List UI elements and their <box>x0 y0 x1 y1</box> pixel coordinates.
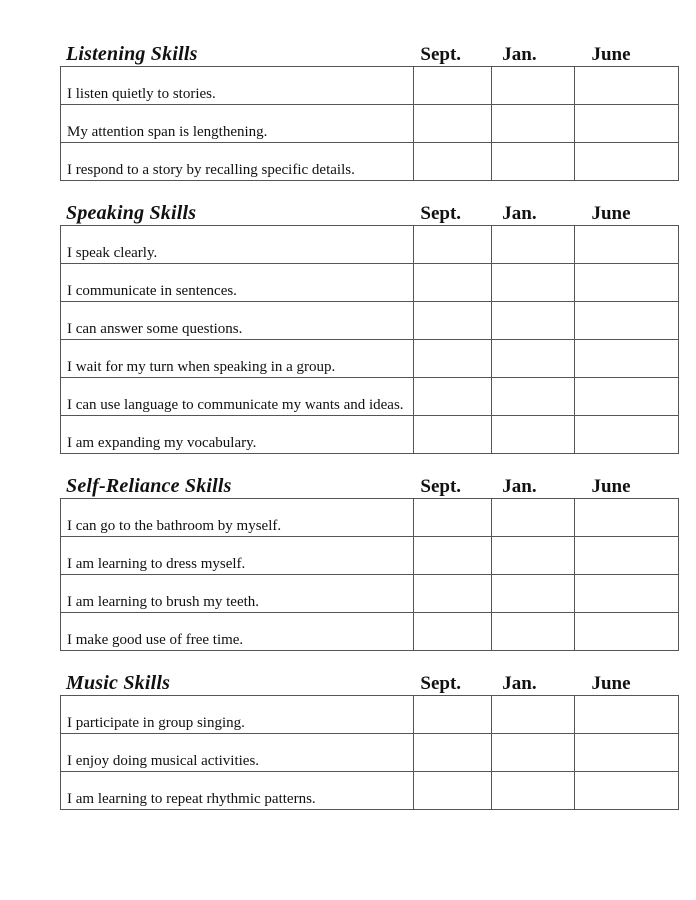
skills-table <box>60 66 679 181</box>
section-title: Self-Reliance Skills <box>66 475 232 497</box>
section-listening-skills <box>60 40 662 181</box>
skill-text: I am learning to dress myself. <box>61 537 414 575</box>
jan-checkbox-cell[interactable] <box>492 772 575 810</box>
sept-checkbox-cell[interactable] <box>414 340 492 378</box>
skills-table <box>60 225 679 454</box>
table-row <box>61 67 679 105</box>
skill-text: I listen quietly to stories. <box>61 67 414 105</box>
june-checkbox-cell[interactable] <box>575 226 679 264</box>
jan-checkbox-cell[interactable] <box>492 340 575 378</box>
june-checkbox-cell[interactable] <box>575 772 679 810</box>
june-checkbox-cell[interactable] <box>575 734 679 772</box>
section-header <box>60 472 662 498</box>
june-checkbox-cell[interactable] <box>575 302 679 340</box>
jan-checkbox-cell[interactable] <box>492 67 575 105</box>
month-header-jan: Jan. <box>502 476 537 497</box>
skill-text: I can answer some questions. <box>61 302 414 340</box>
month-header-jan: Jan. <box>502 673 537 694</box>
month-header-sept: Sept. <box>420 673 462 694</box>
jan-checkbox-cell[interactable] <box>492 302 575 340</box>
sept-checkbox-cell[interactable] <box>414 734 492 772</box>
table-row <box>61 499 679 537</box>
june-checkbox-cell[interactable] <box>575 613 679 651</box>
jan-checkbox-cell[interactable] <box>492 575 575 613</box>
month-header-sept: Sept. <box>420 476 462 497</box>
month-header-june: June <box>591 673 631 694</box>
table-row <box>61 105 679 143</box>
table-row <box>61 378 679 416</box>
sept-checkbox-cell[interactable] <box>414 416 492 454</box>
june-checkbox-cell[interactable] <box>575 264 679 302</box>
table-row <box>61 734 679 772</box>
month-header-jan: Jan. <box>502 44 537 65</box>
month-header-jan: Jan. <box>502 203 537 224</box>
table-row <box>61 143 679 181</box>
sept-checkbox-cell[interactable] <box>414 499 492 537</box>
section-self-reliance-skills <box>60 472 662 651</box>
jan-checkbox-cell[interactable] <box>492 499 575 537</box>
sept-checkbox-cell[interactable] <box>414 575 492 613</box>
jan-checkbox-cell[interactable] <box>492 226 575 264</box>
skill-text: I speak clearly. <box>61 226 414 264</box>
table-row <box>61 340 679 378</box>
sept-checkbox-cell[interactable] <box>414 105 492 143</box>
month-header-june: June <box>591 44 631 65</box>
june-checkbox-cell[interactable] <box>575 537 679 575</box>
section-title: Music Skills <box>66 672 171 694</box>
june-checkbox-cell[interactable] <box>575 696 679 734</box>
skill-text: I can go to the bathroom by myself. <box>61 499 414 537</box>
june-checkbox-cell[interactable] <box>575 416 679 454</box>
section-music-skills <box>60 669 662 810</box>
june-checkbox-cell[interactable] <box>575 143 679 181</box>
sept-checkbox-cell[interactable] <box>414 613 492 651</box>
table-row <box>61 575 679 613</box>
month-header-june: June <box>591 476 631 497</box>
jan-checkbox-cell[interactable] <box>492 416 575 454</box>
table-row <box>61 537 679 575</box>
sept-checkbox-cell[interactable] <box>414 537 492 575</box>
month-header-sept: Sept. <box>420 44 462 65</box>
section-header <box>60 199 662 225</box>
jan-checkbox-cell[interactable] <box>492 378 575 416</box>
table-row <box>61 302 679 340</box>
section-header <box>60 669 662 695</box>
skill-text: My attention span is lengthening. <box>61 105 414 143</box>
table-row <box>61 416 679 454</box>
jan-checkbox-cell[interactable] <box>492 734 575 772</box>
sept-checkbox-cell[interactable] <box>414 264 492 302</box>
section-title: Speaking Skills <box>66 202 197 224</box>
june-checkbox-cell[interactable] <box>575 378 679 416</box>
jan-checkbox-cell[interactable] <box>492 105 575 143</box>
section-title: Listening Skills <box>66 43 198 65</box>
table-row <box>61 226 679 264</box>
sept-checkbox-cell[interactable] <box>414 67 492 105</box>
month-header-sept: Sept. <box>420 203 462 224</box>
section-header <box>60 40 662 66</box>
skill-text: I am learning to repeat rhythmic patterns. <box>61 772 414 810</box>
skills-checklist <box>60 40 662 828</box>
skill-text: I wait for my turn when speaking in a group. <box>61 340 414 378</box>
month-header-june: June <box>591 203 631 224</box>
sept-checkbox-cell[interactable] <box>414 302 492 340</box>
june-checkbox-cell[interactable] <box>575 499 679 537</box>
sept-checkbox-cell[interactable] <box>414 696 492 734</box>
june-checkbox-cell[interactable] <box>575 105 679 143</box>
table-row <box>61 613 679 651</box>
sept-checkbox-cell[interactable] <box>414 143 492 181</box>
skills-table <box>60 498 679 651</box>
table-row <box>61 696 679 734</box>
sept-checkbox-cell[interactable] <box>414 378 492 416</box>
section-speaking-skills <box>60 199 662 454</box>
jan-checkbox-cell[interactable] <box>492 613 575 651</box>
skill-text: I am expanding my vocabulary. <box>61 416 414 454</box>
skill-text: I can use language to communicate my wants and ideas. <box>61 378 414 416</box>
jan-checkbox-cell[interactable] <box>492 264 575 302</box>
skill-text: I communicate in sentences. <box>61 264 414 302</box>
jan-checkbox-cell[interactable] <box>492 696 575 734</box>
skill-text: I participate in group singing. <box>61 696 414 734</box>
jan-checkbox-cell[interactable] <box>492 537 575 575</box>
june-checkbox-cell[interactable] <box>575 575 679 613</box>
june-checkbox-cell[interactable] <box>575 67 679 105</box>
skill-text: I enjoy doing musical activities. <box>61 734 414 772</box>
sept-checkbox-cell[interactable] <box>414 772 492 810</box>
table-row <box>61 264 679 302</box>
skill-text: I make good use of free time. <box>61 613 414 651</box>
june-checkbox-cell[interactable] <box>575 340 679 378</box>
table-row <box>61 772 679 810</box>
skills-table <box>60 695 679 810</box>
skill-text: I respond to a story by recalling specific details. <box>61 143 414 181</box>
sept-checkbox-cell[interactable] <box>414 226 492 264</box>
jan-checkbox-cell[interactable] <box>492 143 575 181</box>
skill-text: I am learning to brush my teeth. <box>61 575 414 613</box>
